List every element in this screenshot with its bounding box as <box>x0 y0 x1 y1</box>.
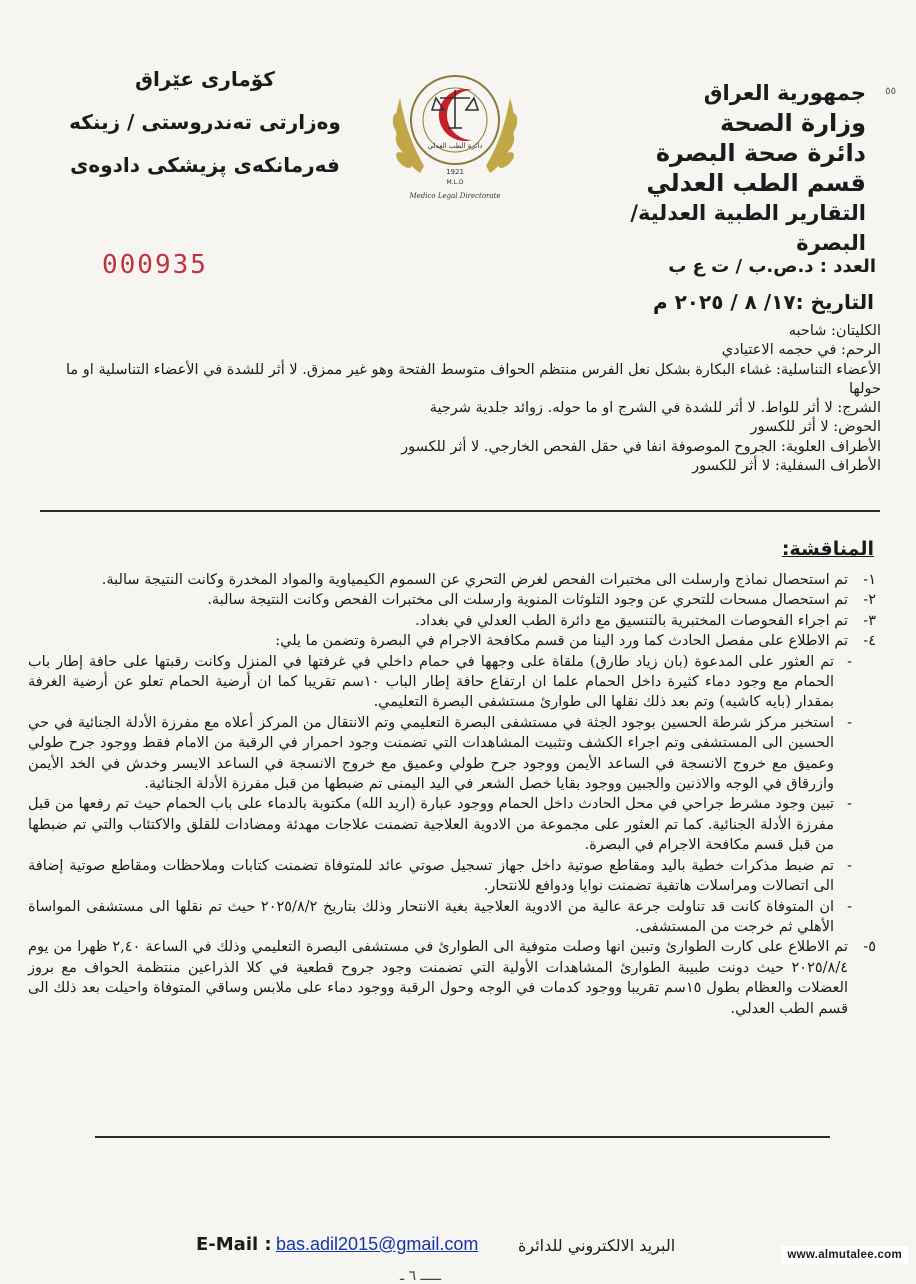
logo-english-text: Medico Legal Directorate <box>409 192 501 200</box>
section-divider <box>40 510 880 512</box>
list-item: ٥- تم الاطلاع على كارت الطوارئ وتبين انها وصلت متوفية الى الطوارئ في مستشفى البصرة التعليمي وذلك في الساعة ٢,٤٠ ظهرا من يوم ٢٠٢٥/٨/٤ حيث دونت طبيبة الطوارئ المشاهدات الأولية التي تضمنت وجود جروح قطعية في كلا الذراعين منتظمة الحواف مع بروز العضلات والعظام بطول ١٥سم تقريبا ووجود كدمات في الوجه وحول الرقبة ووجود دماء على ملابس وساقي المتوفاة واحيلت بعد ذلك الى قسم الطب العدلي. <box>28 939 876 1017</box>
sub-list-item: - ان المتوفاة كانت قد تناولت جرعة عالية من الادوية العلاجية بغية الانتحار وذلك بتاريخ ٢٠٢٥/٨/٢ حيث تم نقلها الى مستشفى المواساة الأهلي ثم خرجت من المستشفى. <box>28 898 852 935</box>
ministry-header-kurdish <box>55 58 355 187</box>
country-name: جمهورية العراق <box>703 81 866 105</box>
finding-genitals: الأعضاء التناسلية: غشاء البكارة بشكل نعل الفرس منتظم الحواف متوسط الفتحة وهو غير ممزق. لا أثر للشدة في الأعضاء التناسلية او ما حولها <box>66 361 881 397</box>
logo-arc-text: دائرة الطب العدلي <box>427 142 483 150</box>
website-watermark: www.almutalee.com <box>781 1246 908 1264</box>
finding-pelvis: الحوض: لا أثر للكسور <box>750 419 881 436</box>
department-name: قسم الطب العدلي <box>646 169 866 197</box>
kurdish-country-name: كۆماری عێراق <box>135 67 275 91</box>
reference-number: العدد : د.ص.ب / ت ع ب <box>668 256 876 277</box>
discussion-title: المناقشة: <box>781 538 874 560</box>
footer-divider <box>95 1136 830 1138</box>
findings-section <box>51 322 881 476</box>
page-number-fragment: ـــــ ٦ ـ <box>400 1268 442 1284</box>
email-label: E-Mail : <box>196 1234 272 1255</box>
kurdish-directorate-name: فەرمانكەی پزیشكی دادوەی <box>70 153 340 177</box>
finding-kidneys: الكليتان: شاحبه <box>788 323 881 339</box>
list-item: ٤- تم الاطلاع على مفصل الحادث كما ورد الينا من قسم مكافحة الاجرام في البصرة وتضمن ما يلي: <box>275 633 876 650</box>
finding-uterus: الرحم: في حجمه الاعتيادي <box>721 342 881 359</box>
sub-list-item: - تم ضبط مذكرات خطية باليد ومقاطع صوتية داخل جهاز تسجيل صوتي عائد للمتوفاة تضمنت كتابات وملاحظات ومقاطع صوتية إضافة الى اتصالات ومراسلات هاتفية تضمنت نوايا ودوافع للانتحار. <box>28 857 852 895</box>
sub-list-item: - تم العثور على المدعوة (بان زياد طارق) ملقاة على وجهها في حمام داخلي في غرفتها في المنزل وكانت رقبتها على حافة إطار باب الحمام مع وجود دماء كثيرة داخل الحمام علما ان ارتفاع حافة إطار الباب ١٠سم تقريبا كما ان أرضية الحمام تعلو عن أرضية الغرفة بمقدار (بايه كاشيه) وتم بعد ذلك نقلها الى طوارئ مستشفى البصرة التعليمي. <box>28 653 852 711</box>
report-section-name: التقارير الطبية العدلية/البصرة <box>630 201 866 255</box>
discussion-list <box>28 570 876 1019</box>
report-date: التاريخ :١٧/ ٨ / ٢٠٢٥ م <box>652 290 874 314</box>
logo-year: 1921 <box>446 168 464 176</box>
sub-list-item: - استخبر مركز شرطة الحسين بوجود الجثة في مستشفى البصرة التعليمي وتم الانتقال من المركز أعلاه مع مفرزة الأدلة الجنائية في حي الحسين الى المستشفى وتم اجراء الكشف وتثبيت المشاهدات التي تضمنت وجود احمرار في الرقبة من الامام فقط ووجود جرح طولي وعميق مع خروج الانسجة في الساعد الأيمن ووجود جرح طولي وعميق مع خروج الانسجة في الساعد الايسر وخدش في الخد الأيمن وازرقاق في الوجه والاذنين والجبين ووجود بقايا خصل الشعر في اليد اليمنى تم ضبطها من قبل مفرزة الأدلة الجنائية. <box>28 714 852 793</box>
list-item: ٢- تم استحصال مسحات للتحري عن وجود التلوثات المنوية وارسلت الى مختبرات الفحص وكانت النتيجة سالبة. <box>207 592 876 609</box>
logo-initials: M.L.D <box>446 179 464 186</box>
finding-anus: الشرج: لا أثر للواط. لا أثر للشدة في الشرج او ما حوله. زوائد جلدية شرجية <box>429 400 881 417</box>
directorate-name: دائرة صحة البصرة <box>655 139 866 167</box>
finding-lower-limbs: الأطراف السفلية: لا أثر للكسور <box>692 458 881 475</box>
ministry-name: وزارة الصحة <box>719 109 866 137</box>
scales-icon <box>432 90 478 128</box>
kurdish-ministry-name: وەزارتی تەندروستی / زینكە <box>69 110 341 134</box>
email-link[interactable]: bas.adil2015@gmail.com <box>276 1234 479 1254</box>
ministry-header-arabic <box>566 78 866 258</box>
list-item: ٣- تم اجراء الفحوصات المختبرية بالتنسيق مع دائرة الطب العدلي في بغداد. <box>415 612 876 629</box>
finding-upper-limbs: الأطراف العلوية: الجروح الموصوفة انفا في حقل الفحص الخارجي. لا أثر للكسور <box>401 438 881 455</box>
corner-mark: ٥٥ <box>885 86 896 97</box>
medico-legal-logo <box>380 48 530 203</box>
sub-list-item: - تبين وجود مشرط جراحي في محل الحادث داخل الحمام ووجود عبارة (اريد الله) مكتوبة بالدماء على باب الحمام حيث تم رفعها من قبل مفرزة الأدلة الجنائية. كما تم العثور على مجموعة من الادوية العلاجية تضمنت علاجات مهدئة ومضادات للقلق والاكتئاب والتي تم ضبطها من قبل قسم مكافحة الاجرام في البصرة. <box>28 796 852 854</box>
email-label-arabic: البريد الالكتروني للدائرة <box>518 1236 676 1255</box>
list-item: ١- تم استحصال نماذج وارسلت الى مختبرات الفحص لغرض التحري عن السموم الكيمياوية والمواد المخدرة وكانت النتيجة سالبة. <box>101 572 876 588</box>
serial-number: 000935 <box>102 250 208 280</box>
